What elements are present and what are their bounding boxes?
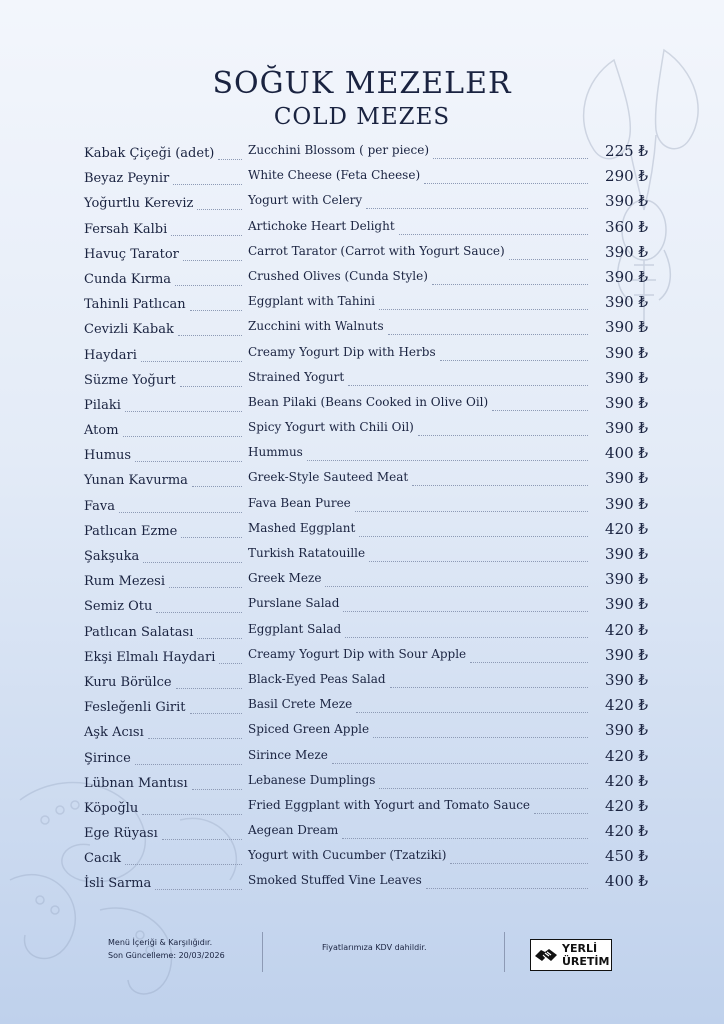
dot-leader xyxy=(348,385,588,386)
menu-item xyxy=(84,469,648,494)
dot-leader xyxy=(355,511,588,512)
item-name-tr: Cacık xyxy=(84,851,122,867)
item-name-en: Lebanese Dumplings xyxy=(248,772,376,787)
item-price: 400 ₺ xyxy=(605,872,648,891)
menu-item xyxy=(84,344,648,369)
item-price: 390 ₺ xyxy=(605,293,648,312)
item-name-tr: Şirince xyxy=(84,750,131,766)
item-name-tr: İsli Sarma xyxy=(84,876,152,892)
dot-leader xyxy=(176,688,242,689)
item-name-en: Artichoke Heart Delight xyxy=(248,218,395,233)
dot-leader xyxy=(433,158,588,159)
item-price: 390 ₺ xyxy=(605,570,648,589)
item-name-en: Greek Meze xyxy=(248,571,322,586)
menu-item xyxy=(84,772,648,797)
dot-leader xyxy=(399,234,588,235)
dot-leader xyxy=(343,611,588,612)
item-name-en: Spiced Green Apple xyxy=(248,722,370,737)
item-name-tr: Semiz Otu xyxy=(84,599,153,615)
item-name-tr: Rum Mezesi xyxy=(84,574,165,590)
item-name-tr: Havuç Tarator xyxy=(84,246,179,262)
item-price: 390 ₺ xyxy=(605,595,648,614)
dot-leader xyxy=(388,334,588,335)
item-name-en: Eggplant with Tahini xyxy=(248,294,375,309)
item-name-tr: Patlıcan Ezme xyxy=(84,523,178,539)
item-name-en: Zucchini with Walnuts xyxy=(248,319,384,334)
menu-item xyxy=(84,520,648,545)
menu-item xyxy=(84,419,648,444)
dot-leader xyxy=(143,562,242,563)
item-name-tr: Haydari xyxy=(84,347,137,363)
item-price: 390 ₺ xyxy=(605,419,648,438)
dot-leader xyxy=(432,284,588,285)
item-price: 420 ₺ xyxy=(605,696,648,715)
dot-leader xyxy=(470,662,588,663)
dot-leader xyxy=(440,360,588,361)
menu-item xyxy=(84,595,648,620)
dot-leader xyxy=(175,285,242,286)
menu-item xyxy=(84,369,648,394)
item-name-en: Basil Crete Meze xyxy=(248,697,353,712)
item-price: 420 ₺ xyxy=(605,822,648,841)
dot-leader xyxy=(342,838,588,839)
dot-leader xyxy=(141,361,242,362)
menu-item xyxy=(84,318,648,343)
dot-leader xyxy=(332,763,588,764)
item-price: 390 ₺ xyxy=(605,318,648,337)
item-name-en: Black-Eyed Peas Salad xyxy=(248,671,386,686)
yerli-uretim-badge xyxy=(530,939,612,971)
dot-leader xyxy=(183,260,242,261)
vat-note: Fiyatlarımıza KDV dahildir. xyxy=(322,943,427,952)
item-name-tr: Süzme Yoğurt xyxy=(84,372,176,388)
item-name-tr: Patlıcan Salatası xyxy=(84,624,194,640)
item-price: 420 ₺ xyxy=(605,620,648,639)
item-name-tr: Atom xyxy=(84,423,119,439)
dot-leader xyxy=(379,788,588,789)
menu-item xyxy=(84,646,648,671)
item-name-tr: Aşk Acısı xyxy=(84,725,144,741)
menu-item xyxy=(84,167,648,192)
item-name-tr: Beyaz Peynir xyxy=(84,171,170,187)
footer xyxy=(0,930,724,980)
item-price: 420 ₺ xyxy=(605,771,648,790)
item-price: 390 ₺ xyxy=(605,670,648,689)
item-name-tr: Tahinli Patlıcan xyxy=(84,297,186,313)
dot-leader xyxy=(219,663,242,664)
menu-item xyxy=(84,268,648,293)
item-price: 390 ₺ xyxy=(605,368,648,387)
dot-leader xyxy=(173,184,242,185)
item-name-en: Purslane Salad xyxy=(248,596,340,611)
badge-text xyxy=(562,942,609,968)
badge-line-1: YERLİ xyxy=(562,942,598,955)
item-price: 390 ₺ xyxy=(605,645,648,664)
dot-leader xyxy=(325,586,588,587)
badge-line-2: ÜRETİM xyxy=(562,955,610,968)
menu-item xyxy=(84,671,648,696)
item-name-en: Turkish Ratatouille xyxy=(248,546,366,560)
item-name-en: Creamy Yogurt Dip with Herbs xyxy=(248,344,436,359)
dot-leader xyxy=(197,209,242,210)
item-name-tr: Köpoğlu xyxy=(84,800,139,816)
item-name-en: Crushed Olives (Cunda Style) xyxy=(248,268,428,283)
dot-leader xyxy=(135,764,242,765)
menu-item xyxy=(84,444,648,469)
dot-leader xyxy=(180,386,242,387)
menu-item xyxy=(84,621,648,646)
menu-item xyxy=(84,293,648,318)
menu-item xyxy=(84,545,648,570)
menu-item xyxy=(84,872,648,897)
item-name-tr: Cunda Kırma xyxy=(84,271,172,287)
item-name-en: Hummus xyxy=(248,445,303,460)
dot-leader xyxy=(155,889,242,890)
dot-leader xyxy=(181,537,242,538)
item-name-en: Fried Eggplant with Yogurt and Tomato Sauce xyxy=(248,797,531,812)
item-name-en: Fava Bean Puree xyxy=(248,495,351,510)
item-price: 225 ₺ xyxy=(605,142,648,160)
item-price: 390 ₺ xyxy=(605,192,648,211)
page-title: SOĞUK MEZELER xyxy=(212,66,512,101)
item-name-tr: Lübnan Mantısı xyxy=(84,775,188,791)
item-name-tr: Kuru Börülce xyxy=(84,674,172,690)
dot-leader xyxy=(426,888,588,889)
dot-leader xyxy=(359,536,588,537)
dot-leader xyxy=(390,687,588,688)
dot-leader xyxy=(218,159,242,160)
footer-divider xyxy=(262,932,263,972)
item-name-en: Yogurt with Celery xyxy=(248,193,363,208)
item-name-tr: Fava xyxy=(84,498,115,514)
menu-item xyxy=(84,142,648,167)
menu-list xyxy=(84,142,648,898)
dot-leader xyxy=(192,486,242,487)
menu-item xyxy=(84,747,648,772)
item-price: 390 ₺ xyxy=(605,545,648,563)
item-price: 450 ₺ xyxy=(605,847,648,866)
item-price: 390 ₺ xyxy=(605,469,648,488)
dot-leader xyxy=(119,512,242,513)
item-name-en: Bean Pilaki (Beans Cooked in Olive Oil) xyxy=(248,394,489,409)
item-name-en: Aegean Dream xyxy=(248,823,339,838)
footer-notes xyxy=(108,936,225,962)
dot-leader xyxy=(169,587,242,588)
dot-leader xyxy=(356,712,588,713)
dot-leader xyxy=(369,561,588,562)
page-subtitle: COLD MEZES xyxy=(273,104,451,130)
dot-leader xyxy=(366,208,588,209)
dot-leader xyxy=(373,737,588,738)
footer-divider xyxy=(504,932,505,972)
item-name-tr: Yoğurtlu Kereviz xyxy=(84,196,194,212)
item-name-en: Strained Yogurt xyxy=(248,369,345,384)
dot-leader xyxy=(307,460,588,461)
dot-leader xyxy=(534,813,588,814)
item-name-tr: Ege Rüyası xyxy=(84,826,158,842)
item-name-en: Eggplant Salad xyxy=(248,621,342,636)
item-name-tr: Fersah Kalbi xyxy=(84,221,168,237)
dot-leader xyxy=(135,461,242,462)
dot-leader xyxy=(197,638,242,639)
dot-leader xyxy=(345,637,588,638)
menu-item xyxy=(84,495,648,520)
item-name-en: Yogurt with Cucumber (Tzatziki) xyxy=(248,848,447,863)
item-name-en: Mashed Eggplant xyxy=(248,520,356,535)
menu-item xyxy=(84,394,648,419)
item-price: 400 ₺ xyxy=(605,444,648,463)
item-name-tr: Cevizli Kabak xyxy=(84,322,174,338)
item-name-tr: Fesleğenli Girit xyxy=(84,700,186,716)
dot-leader xyxy=(125,864,242,865)
item-name-tr: Şakşuka xyxy=(84,549,140,564)
dot-leader xyxy=(142,814,242,815)
item-name-en: Creamy Yogurt Dip with Sour Apple xyxy=(248,646,467,661)
dot-leader xyxy=(125,411,242,412)
dot-leader xyxy=(156,612,242,613)
item-price: 390 ₺ xyxy=(605,242,648,261)
dot-leader xyxy=(424,183,588,184)
menu-item xyxy=(84,696,648,721)
menu-item xyxy=(84,847,648,872)
item-name-tr: Kabak Çiçeği (adet) xyxy=(84,146,215,161)
item-name-tr: Humus xyxy=(84,448,132,464)
dot-leader xyxy=(418,435,588,436)
item-name-en: Greek-Style Sauteed Meat xyxy=(248,470,409,485)
item-name-tr: Yunan Kavurma xyxy=(84,473,188,489)
dot-leader xyxy=(148,738,242,739)
item-price: 420 ₺ xyxy=(605,746,648,765)
item-price: 360 ₺ xyxy=(605,217,648,236)
item-price: 420 ₺ xyxy=(605,519,648,538)
item-price: 390 ₺ xyxy=(605,343,648,362)
menu-item xyxy=(84,218,648,243)
item-price: 390 ₺ xyxy=(605,494,648,513)
dot-leader xyxy=(190,310,242,311)
dot-leader xyxy=(190,713,243,714)
dot-leader xyxy=(379,309,588,310)
item-price: 290 ₺ xyxy=(605,167,648,186)
item-price: 390 ₺ xyxy=(605,393,648,412)
dot-leader xyxy=(492,410,588,411)
handshake-icon xyxy=(534,943,558,967)
menu-item xyxy=(84,192,648,217)
dot-leader xyxy=(509,259,588,260)
item-name-en: Spicy Yogurt with Chili Oil) xyxy=(248,420,414,435)
menu-item xyxy=(84,570,648,595)
item-price: 420 ₺ xyxy=(605,796,648,815)
item-name-en: White Cheese (Feta Cheese) xyxy=(248,168,421,183)
item-name-en: Zucchini Blossom ( per piece) xyxy=(248,143,430,157)
item-price: 390 ₺ xyxy=(605,267,648,286)
dot-leader xyxy=(123,436,242,437)
last-update: Son Güncelleme: 20/03/2026 xyxy=(108,951,225,960)
dot-leader xyxy=(171,235,242,236)
item-name-en: Carrot Tarator (Carrot with Yogurt Sauce) xyxy=(248,243,505,258)
dot-leader xyxy=(162,839,242,840)
menu-item xyxy=(84,721,648,746)
item-name-tr: Ekşi Elmalı Haydari xyxy=(84,649,216,665)
dot-leader xyxy=(192,789,242,790)
item-name-en: Smoked Stuffed Vine Leaves xyxy=(248,873,422,888)
content-note: Menü İçeriği & Karşılığıdır. xyxy=(108,938,213,947)
item-price: 390 ₺ xyxy=(605,721,648,740)
dot-leader xyxy=(450,863,588,864)
menu-item xyxy=(84,822,648,847)
dot-leader xyxy=(178,335,242,336)
menu-item xyxy=(84,243,648,268)
menu-item xyxy=(84,797,648,822)
item-name-en: Sirince Meze xyxy=(248,747,328,762)
dot-leader xyxy=(412,485,588,486)
item-name-tr: Pilaki xyxy=(84,397,121,413)
